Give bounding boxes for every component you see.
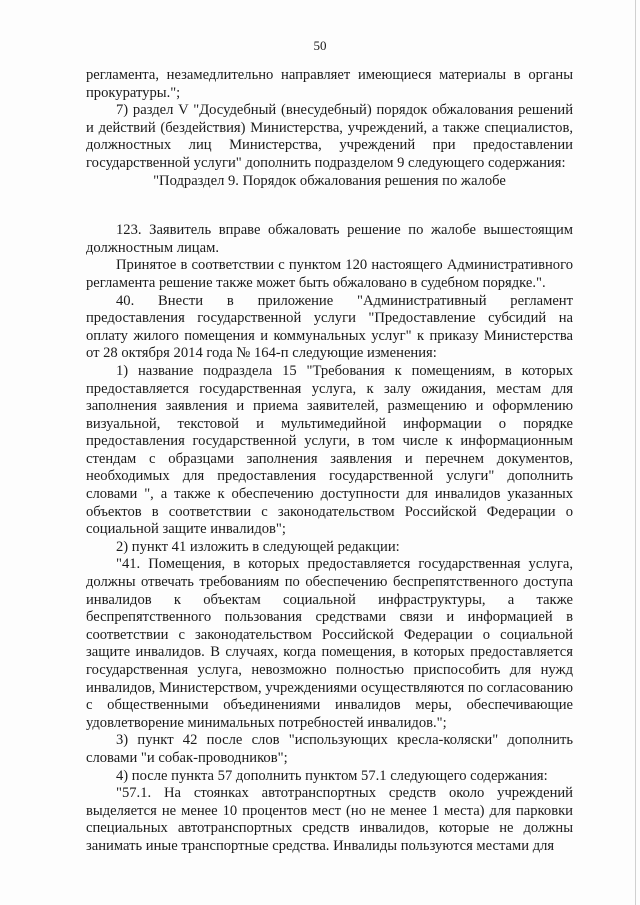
paragraph-appeal-court: Принятое в соответствии с пунктом 120 настоящего Административного регламента решение также может быть обжаловано в судебном порядке.". (86, 257, 573, 291)
paragraph-item-7: 7) раздел V "Досудебный (внесудебный) порядок обжалования решений и действий (бездействия) Министерства, учреждений, а также специалистов, должностных лиц Министерства, учреждений при предоставлении государственной услуги" дополнить подразделом 9 следующего содержания: (86, 102, 573, 171)
paragraph-57-1: "57.1. На стоянках автотранспортных средств около учреждений выделяется не менее 10 процентов мест (но не менее 1 места) для парковки специальных автотранспортных средств инвалидов, которые не должны занимать иные транспортные средства. Инвалиды пользуются местами для (86, 785, 573, 854)
page-number: 50 (313, 38, 327, 53)
paragraph-change-2: 2) пункт 41 изложить в следующей редакции: (116, 538, 400, 555)
paragraph-continuation: регламента, незамедлительно направляет имеющиеся материалы в органы прокуратуры."; (86, 67, 573, 101)
paragraph-gap (86, 190, 573, 222)
document-body (86, 67, 573, 856)
paragraph-123: 123. Заявитель вправе обжаловать решение по жалобе вышестоящим должностным лицам. (86, 222, 573, 256)
paragraph-40: 40. Внести в приложение "Административный регламент предоставления государственной услуги "Предоставление субсидий на оплату жилого помещения и коммунальных услуг" к приказу Министерства от 28 октября 2014 года № 164-п следующие изменения: (86, 292, 573, 362)
paragraph-41: "41. Помещения, в которых предоставляется государственная услуга, должны отвечать требованиям по обеспечению беспрепятственного доступа инвалидов к объектам социальной инфраструктуры, а также беспрепятственного пользования средствами связи и информацией в соответствии с законодательством Российской Федерации о социальной защите инвалидов. В случаях, когда помещения, в которых предоставляется государственная услуга, невозможно полностью приспособить для нужд инвалидов, Министерством, учреждениями осуществляются по согласованию с общественными объединениями инвалидов меры, обеспечивающие удовлетворение минимальных потребностей инвалидов."; (86, 556, 573, 731)
paragraph-change-3: 3) пункт 42 после слов "использующих кресла-коляски" дополнить словами "и собак-проводников"; (86, 732, 573, 766)
page-edge (635, 0, 636, 905)
paragraph-change-4: 4) после пункта 57 дополнить пунктом 57.1 следующего содержания: (116, 767, 548, 784)
subsection-heading: "Подраздел 9. Порядок обжалования решения по жалобе (153, 172, 506, 189)
paragraph-change-1: 1) название подраздела 15 "Требования к помещениям, в которых предоставляется государственная услуга, к залу ожидания, местам для заполнения заявления и приема заявителей, размещению и оформлению визуальной, текстовой и мультимедийной информации о порядке предоставления государственной услуги, в том числе к информационным стендам с образцами заполнения заявления и перечнем документов, необходимых для предоставления государственной услуги" дополнить словами ", а также к обеспечению доступности для инвалидов указанных объектов в соответствии с законодательством Российской Федерации о социальной защите инвалидов"; (86, 362, 573, 538)
